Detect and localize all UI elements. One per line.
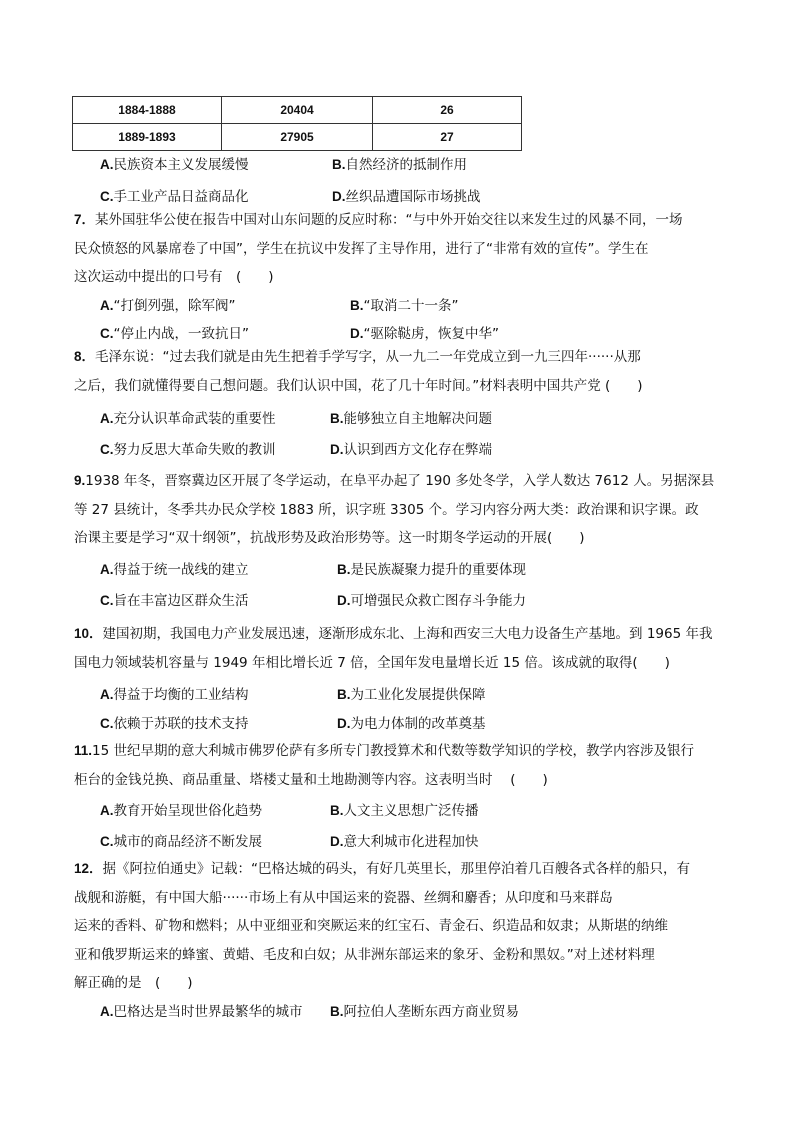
q10-option-b: B.为工业化发展提供保障 — [337, 687, 486, 703]
q10-option-c: C.依赖于苏联的技术支持 — [100, 716, 249, 732]
q9-option-a: A.得益于统一战线的建立 — [100, 562, 249, 578]
question-number: 9. — [74, 473, 86, 488]
question-12: 12．据《阿拉伯通史》记载：“巴格达城的码头，有好几英里长，那里停泊着几百艘各式各样的船只，有 战舰和游艇，有中国大船······市场上有从中国运来的瓷器、丝绸和麝香；从印度和马来群岛 运来的香料、矿物和燃料；从中亚细亚和突厥运来的红宝石、青金石、织造品和奴隶；从斯堪的纳维 亚和俄罗斯运来的蜂蜜、黄蜡、毛皮和白奴；从非洲东部运来的象牙、金粉和黑奴。”对上述材料理 解正确的是 ( ) — [74, 861, 691, 991]
table-cell: 1884-1888 — [73, 97, 222, 124]
q12-option-b: B.阿拉伯人垄断东西方商业贸易 — [330, 1004, 519, 1020]
question-number: 12． — [74, 861, 103, 876]
question-9: 9.1938 年冬，晋察冀边区开展了冬学运动，在阜平办起了 190 多处冬学，入学人数达 7612 人。另据深县 等 27 县统计，冬季共办民众学校 1883 所，识字班 3305 个。学习内容分两大类：政治课和识字课。政 治课主要是学习“双十纲领”，抗战形势及政治形势等。这一时期冬学运动的开展( ) — [74, 473, 715, 546]
q9-option-b: B.是民族凝聚力提升的重要体现 — [337, 562, 526, 578]
q10-option-d: D.为电力体制的改革奠基 — [337, 716, 486, 732]
q7-option-b: B.“取消二十一条” — [350, 298, 459, 314]
question-number: 8． — [74, 349, 96, 364]
q11-option-d: D.意大利城市化进程加快 — [330, 834, 479, 850]
q6-option-a: A.民族资本主义发展缓慢 — [100, 157, 249, 173]
table-cell: 1889-1893 — [73, 124, 222, 151]
question-number: 7． — [74, 212, 96, 227]
q8-option-c: C.努力反思大革命失败的教训 — [100, 442, 276, 458]
q6-option-b: B.自然经济的抵制作用 — [332, 157, 467, 173]
table-row — [73, 97, 522, 124]
table-row — [73, 124, 522, 151]
question-number: 11. — [74, 743, 93, 758]
q9-option-c: C.旨在丰富边区群众生活 — [100, 593, 249, 609]
q8-option-d: D.认识到西方文化存在弊端 — [330, 442, 492, 458]
q7-option-a: A.“打倒列强，除军阀” — [100, 298, 236, 314]
q11-option-c: C.城市的商品经济不断发展 — [100, 834, 262, 850]
q11-option-b: B.人文主义思想广泛传播 — [330, 803, 479, 819]
q6-option-c: C.手工业产品日益商品化 — [100, 189, 249, 205]
table-cell: 20404 — [222, 97, 373, 124]
q10-option-a: A.得益于均衡的工业结构 — [100, 687, 249, 703]
statistics-table — [72, 96, 522, 151]
question-number: 10． — [74, 626, 103, 641]
q9-option-d: D.可增强民众救亡图存斗争能力 — [337, 593, 526, 609]
q11-option-a: A.教育开始呈现世俗化趋势 — [100, 803, 262, 819]
q7-option-c: C.“停止内战，一致抗日” — [100, 326, 249, 342]
q7-option-d: D.“驱除鞑虏，恢复中华” — [350, 326, 499, 342]
q8-option-b: B.能够独立自主地解决问题 — [330, 411, 492, 427]
table-cell: 27 — [373, 124, 522, 151]
question-10: 10．建国初期，我国电力产业发展迅速，逐渐形成东北、上海和西安三大电力设备生产基地。到 1965 年我 国电力领域装机容量与 1949 年相比增长近 7 倍，全国年发电量增长近 15 倍。该成就的取得( ) — [74, 626, 713, 671]
q6-option-d: D.丝织品遭国际市场挑战 — [332, 189, 481, 205]
table-cell: 27905 — [222, 124, 373, 151]
q12-option-a: A.巴格达是当时世界最繁华的城市 — [100, 1004, 303, 1020]
question-11: 11.15 世纪早期的意大利城市佛罗伦萨有多所专门教授算术和代数等数学知识的学校，教学内容涉及银行 柜台的金钱兑换、商品重量、塔楼丈量和土地勘测等内容。这表明当时 ( ) — [74, 743, 694, 788]
table-cell: 26 — [373, 97, 522, 124]
question-7: 7．某外国驻华公使在报告中国对山东问题的反应时称：“与中外开始交往以来发生过的风暴不同，一场 民众愤怒的风暴席卷了中国”，学生在抗议中发挥了主导作用，进行了“非常有效的宣传”。学生在 这次运动中提出的口号有 ( ) — [74, 212, 683, 285]
question-8: 8．毛泽东说：“过去我们就是由先生把着手学写字，从一九二一年党成立到一九三四年······从那 之后，我们就懂得要自己想问题。我们认识中国，花了几十年时间。”材料表明中国共产党 ( ) — [74, 349, 643, 394]
q8-option-a: A.充分认识革命武装的重要性 — [100, 411, 276, 427]
